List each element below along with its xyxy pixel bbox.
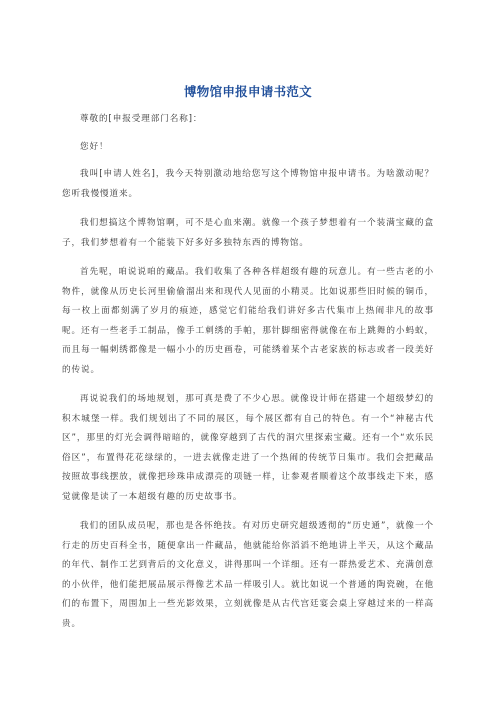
body-paragraph: 我们的团队成员呢，那也是各怀绝技。有对历史研究超级透彻的“历史通”，就像一个行走的历史百科全书，随便拿出一件藏品，他就能给你滔滔不绝地讲上半天，从这个藏品的年代、制作工艺到背后的文化意义，讲得那叫一个详细。还有一群热爱艺术、充满创意的小伙伴，他们能把展品展示得像艺术品一样吸引人。就比如说一个普通的陶瓷碗，在他们的布置下，周围加上一些光影效果，立刻就像是从古代宫廷宴会桌上穿越过来的一样高贵。 [62, 521, 434, 629]
body-paragraph: 我们想搞这个博物馆啊，可不是心血来潮。就像一个孩子梦想着有一个装满宝藏的盒子，我们梦想着有一个能装下好多好多独特东西的博物馆。 [62, 218, 434, 248]
body-paragraph: 首先呢，咱说说咱的藏品。我们收集了各种各样超级有趣的玩意儿。有一些古老的小物件，就像从历史长河里偷偷溜出来和现代人见面的小精灵。比如说那些旧时候的铜币，每一枚上面都刻满了岁月的痕迹，感觉它们能给我们讲好多古代集市上热闹非凡的故事呢。还有一些老手工制品，像手工刺绣的手帕，那针脚细密得就像在布上跳舞的小蚂蚁，而且每一幅刺绣都像是一幅小小的历史画卷，可能绣着某个古老家族的标志或者一段美好的传说。 [62, 267, 434, 375]
body-paragraph: 我叫[申请人姓名]，我今天特别激动地给您写这个博物馆申报申请书。为啥激动呢？您听我慢慢道来。 [62, 169, 434, 199]
document-title: 博物馆申报申请书范文 [183, 84, 312, 99]
salutation: 尊敬的[申报受理部门名称]： [80, 114, 203, 124]
body-paragraph: 再说说我们的场地规划，那可真是费了不少心思。就像设计师在搭建一个超级梦幻的积木城堡一样。我们规划出了不同的展区，每个展区都有自己的特色。有一个“神秘古代区”，那里的灯光会调得暗暗的，就像穿越到了古代的洞穴里探索宝藏。还有一个“欢乐民俗区”，布置得花花绿绿的，一进去就像走进了一个热闹的传统节日集市。我们会把藏品按照故事线摆放，就像把珍珠串成漂亮的项链一样，让参观者顺着这个故事线走下来，感觉就像是读了一本超级有趣的历史故事书。 [62, 394, 434, 502]
document-body [62, 110, 434, 644]
greeting: 您好！ [80, 141, 109, 152]
